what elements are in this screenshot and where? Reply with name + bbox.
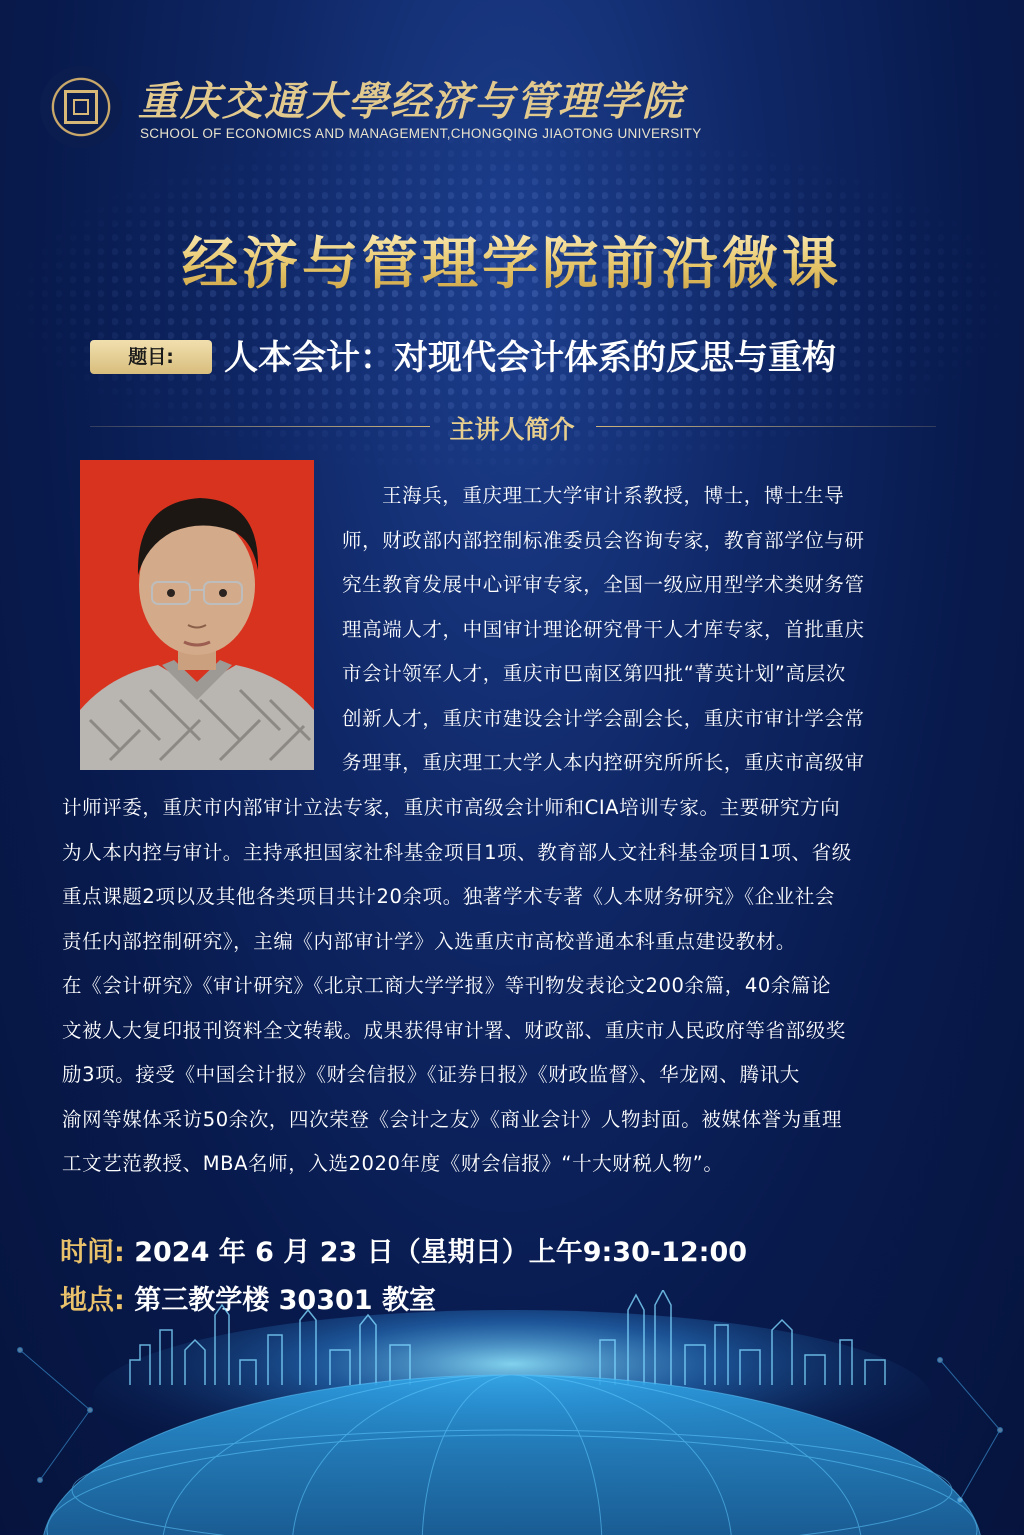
bio-line: 计师评委，重庆市内部审计立法专家，重庆市高级会计师和CIA培训专家。主要研究方向 <box>62 796 841 819</box>
bio-line: 理高端人才，中国审计理论研究骨干人才库专家，首批重庆 <box>342 617 865 641</box>
bio-line: 创新人才，重庆市建设会计学会副会长，重庆市审计学会常 <box>342 706 865 730</box>
place-value: 第三教学楼 30301 教室 <box>134 1285 436 1316</box>
bio-line: 文被人大复印报刊资料全文转载。成果获得审计署、财政部、重庆市人民政府等省部级奖 <box>62 1018 846 1042</box>
bio-line: 为人本内控与审计。主持承担国家社科基金项目1项、教育部人文社科基金项目1项、省级 <box>62 840 852 864</box>
bio-top <box>342 474 938 786</box>
main-title: 经济与管理学院前沿微课 <box>0 220 1024 300</box>
bio-line: 师，财政部内部控制标准委员会咨询专家，教育部学位与研 <box>342 528 865 552</box>
bio-line: 在《会计研究》《审计研究》《北京工商大学学报》等刊物发表论文200余篇，40余篇论 <box>62 974 832 997</box>
bio-bottom <box>62 786 938 1187</box>
bio-line: 市会计领军人才，重庆市巴南区第四批“菁英计划”高层次 <box>342 662 846 685</box>
topic-text: 人本会计：对现代会计体系的反思与重构 <box>224 338 836 378</box>
section-title: 主讲人简介 <box>449 415 575 444</box>
bio-line: 务理事，重庆理工大学人本内控研究所所长，重庆市高级审 <box>342 751 865 774</box>
bio-line: 渝网等媒体采访50余次，四次荣登《会计之友》《商业会计》人物封面。被媒体誉为重理 <box>62 1107 843 1131</box>
event-time <box>60 1230 747 1269</box>
bio-line: 重点课题2项以及其他各类项目共计20余项。独著学术专著《人本财务研究》《企业社会 <box>62 885 835 908</box>
school-name-en: SCHOOL OF ECONOMICS AND MANAGEMENT,CHONGQING JIAOTONG UNIVERSITY <box>140 126 702 141</box>
bio-line: 究生教育发展中心评审专家，全国一级应用型学术类财务管 <box>342 573 865 596</box>
university-seal-icon <box>40 66 122 148</box>
bio-line: 工文艺范教授、MBA名师，入选2020年度《财会信报》“十大财税人物”。 <box>62 1152 724 1175</box>
bio-line: 王海兵，重庆理工大学审计系教授，博士，博士生导 <box>382 484 845 507</box>
bio-line: 责任内部控制研究》，主编《内部审计学》入选重庆市高校普通本科重点建设教材。 <box>62 929 796 953</box>
school-name-cn: 重庆交通大學经济与管理学院 <box>138 78 684 125</box>
speaker-photo <box>80 460 314 770</box>
city-skyline-globe <box>0 1290 1024 1535</box>
time-value: 2024 年 6 月 23 日（星期日）上午9:30-12:00 <box>134 1237 748 1268</box>
time-label: 时间: <box>60 1237 125 1268</box>
divider-right <box>596 426 936 427</box>
bio-line: 励3项。接受《中国会计报》《财会信报》《证券日报》《财政监督》、华龙网、腾讯大 <box>62 1063 800 1086</box>
place-label: 地点: <box>60 1285 125 1316</box>
topic-label: 题目: <box>90 340 212 374</box>
